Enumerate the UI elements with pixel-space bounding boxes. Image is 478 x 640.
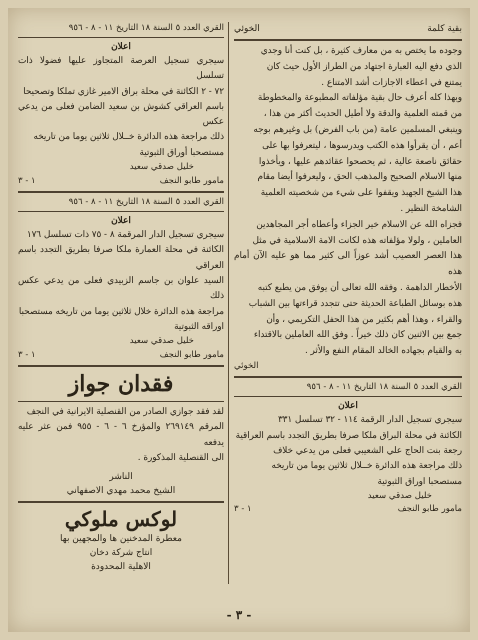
article-line: من قمته العلمية والدقة ولا أطيل الحديث أكثر من هذا ، [263, 109, 462, 120]
section-rule [234, 376, 462, 378]
notice-line: سيجري تسجيل الدار المرقمة ٨ - ٧٥ ذات تسلسل ١٧٦ [26, 230, 224, 241]
notice-masthead: القري العدد ٥ السنة ١٨ التاريخ ١١ - ٨ - ٩٥٦ [306, 382, 462, 393]
notice-line: مستصحبا أوراق الثبوتية [139, 147, 224, 158]
article-line: حقائق ناصعة عالية ، ثم يحصحوا عقائدهم عليها ، ويأخذوا [258, 156, 462, 167]
article-line: أعم ، أن يقرأوا هذه الكتب ويدرسوها ، ليتعرفوا بها على [262, 140, 462, 151]
header-rule [234, 39, 462, 41]
newspaper-page [8, 8, 470, 632]
page-number: - ٣ - [226, 608, 252, 622]
left-column [18, 22, 224, 574]
publisher-label: الناشر [109, 472, 133, 483]
article-line: العاملين ، ولولا مؤلفاته هذه لكانت الامة الاسلامية في مثل [252, 235, 462, 246]
notice-signer: خليل صدقي سعيد [367, 490, 432, 501]
article-line: وجوده ما يختص به من معارف كثيرة ، بل كنت أنا وجدي [260, 46, 462, 56]
notice-masthead: القري العدد ٥ السنة ١٨ التاريخ ١١ - ٨ - ٩٥٦ [68, 197, 224, 208]
notice-masthead: القري العدد ٥ السنة ١٨ التاريخ ١١ - ٨ - ٩٥٦ [68, 23, 224, 33]
notice-ref: ١ - ٣ [18, 349, 36, 360]
notice-line: مراجعة هذه الدائرة خلال ثلاثين يوما من تاريخه مستصحبا [18, 306, 224, 317]
notice-line: ذلك مراجعة هذه الدائرة خــلال ثلاثين يوما من تاريخه [271, 461, 462, 472]
notice-signature-row [18, 349, 224, 363]
notice-body [18, 54, 224, 161]
notice-line: اوراقه الثبوتية [174, 321, 224, 332]
notice-line: ٧٢ - ٢ الكائنة في محلة براق الامير غازي تملكا وتصحيحا [23, 86, 224, 97]
ad-line: الاهلية المحدودة [91, 562, 151, 573]
notice-signature-row [18, 175, 224, 189]
lost-line: المرقم ٢٦٩١٤٩ والمؤرخ ٦ - ٦ - ٩٥٥ فمن عثر عليه يدفعه [18, 422, 224, 448]
article-author: الخوئي [234, 360, 259, 371]
notice-signature-row [234, 503, 462, 517]
section-rule [18, 365, 224, 367]
article-line: به والقيام بجهاده الخالد المقام النفع والأثر . [304, 346, 462, 357]
masthead-rule [18, 37, 224, 38]
lost-passport-body [18, 405, 224, 466]
title-rule [18, 401, 224, 402]
notice-signer: خليل صدقي سعيد [129, 336, 194, 347]
article-line: والقراء ، وهذا أهم بكثير من هذا الحفل التكريمي ، وأن [266, 314, 462, 325]
notice-line: الكائنة في محلة العمارة ملكا صرفا بطريق التجدد باسم العراقي [18, 245, 224, 271]
article-line: فجزاه الله عن الاسلام خير الجزاء وأعطاه أجر المجاهدين [256, 219, 462, 230]
article-line: الذي دفع اليه العبارة اجتهاد من الطراز الأول حيث كان [266, 61, 462, 72]
ad-line: انتاج شركة دخان [89, 548, 153, 559]
notice-signer-title: مامور طابو النجف [159, 349, 224, 360]
article-line: وبهذا كله أعرف حال بقية مؤلفاته المطبوعة والمخطوطة [257, 93, 462, 104]
column-divider [228, 22, 229, 584]
section-rule [18, 501, 224, 503]
lost-line: الى القنصلية المذكورة . [137, 453, 224, 464]
lost-passport-title: فقدان جواز [68, 371, 174, 398]
article-line: الأخطار الداهمة . وفقه الله تعالى أن يوفق من يطبع كتبه [257, 282, 462, 293]
ad-line: معطرة المدخنين ها والمجهين بها [60, 534, 182, 545]
notice-line: ذلك مراجعة هذه الدائرة خــلال ثلاثين يوما من تاريخه [33, 132, 224, 143]
notice-ref: ١ - ٣ [234, 504, 252, 515]
notice-ref: ١ - ٣ [18, 175, 36, 186]
notice-line: السيد علوان بن جاسم الزبيدي فعلى من يدعي عكس ذلك [18, 275, 224, 302]
section-rule [18, 191, 224, 193]
notice-signer-title: مامور طابو النجف [159, 175, 224, 186]
notice-line: باسم العراقي كشوش بن سعيد الضامن فعلى من يدعي عكس [18, 101, 224, 128]
notice-tag: اعلان [111, 216, 131, 227]
publisher-name: الشيخ محمد مهدي الاصفهاني [66, 486, 176, 497]
continuation-header [234, 22, 462, 36]
notice-line: سيجري تسجيل العرصة المتجاوز عليها فضولا ذات تسلسل [18, 56, 224, 82]
notice-tag: اعلان [111, 42, 131, 52]
article-line: يمتنع في اعطاء الاجازات أشد الامتناع . [321, 77, 462, 88]
notice-tag: اعلان [338, 401, 358, 412]
masthead-rule [234, 396, 462, 397]
article-line: وينبغي المسلمين عامة (من باب الفرض) بل وغيرهم بوجه [253, 124, 462, 135]
notice-signer: خليل صدقي سعيد [129, 162, 194, 173]
notice-signer-title: مامور طابو النجف [397, 504, 462, 515]
article-line: هذا الشيخ الجهبذ ويقفوا على شيء من شخصيته العلمية [260, 188, 462, 199]
article-line: هذه بوسائل الطباعة الحديثة حتى تتجدد قراءتها بين الشباب [248, 298, 462, 309]
notice-line: مستصحبا اوراق الثبوتية [377, 476, 462, 487]
article-body [234, 44, 462, 360]
notice-body [234, 413, 462, 489]
masthead-rule [18, 211, 224, 212]
article-line: الشامخة النظير . [400, 203, 462, 214]
continuation-label: بقية كلمة [427, 24, 462, 34]
notice-line: رجعة بنت الحاج علي الشعيبي فعلى من يدعي خلاف [273, 446, 462, 457]
notice-body [18, 228, 224, 335]
ad-title: لوكس ملوكي [64, 507, 178, 532]
notice-line: الكائنة في محلة البراق ملكا صرفا بطريق التجدد باسم العراقية [235, 430, 462, 441]
article-line: هذا العصر العصيب أشد عوزاً الى كثير مما هو عليه الآن أمام هذه [234, 251, 462, 278]
article-line: منها الاسلام الصحيح والمذهب الحق ، وليعرفوا أيضا مقام [257, 172, 462, 183]
notice-line: سيجري تسجيل الدار الرقمة ١١٤ - ٣٢ تسلسل ٣٣١ [277, 415, 462, 426]
continuation-author: الخوئي [234, 24, 260, 34]
article-line: جمع بين الاثنين كان ذلك خيراً . وفق الله العاملين بالاقتداء [253, 330, 462, 341]
right-column [234, 22, 462, 517]
lost-line: لقد فقد جوازي الصادر من القنصلية الايرانية في النجف [26, 407, 224, 418]
